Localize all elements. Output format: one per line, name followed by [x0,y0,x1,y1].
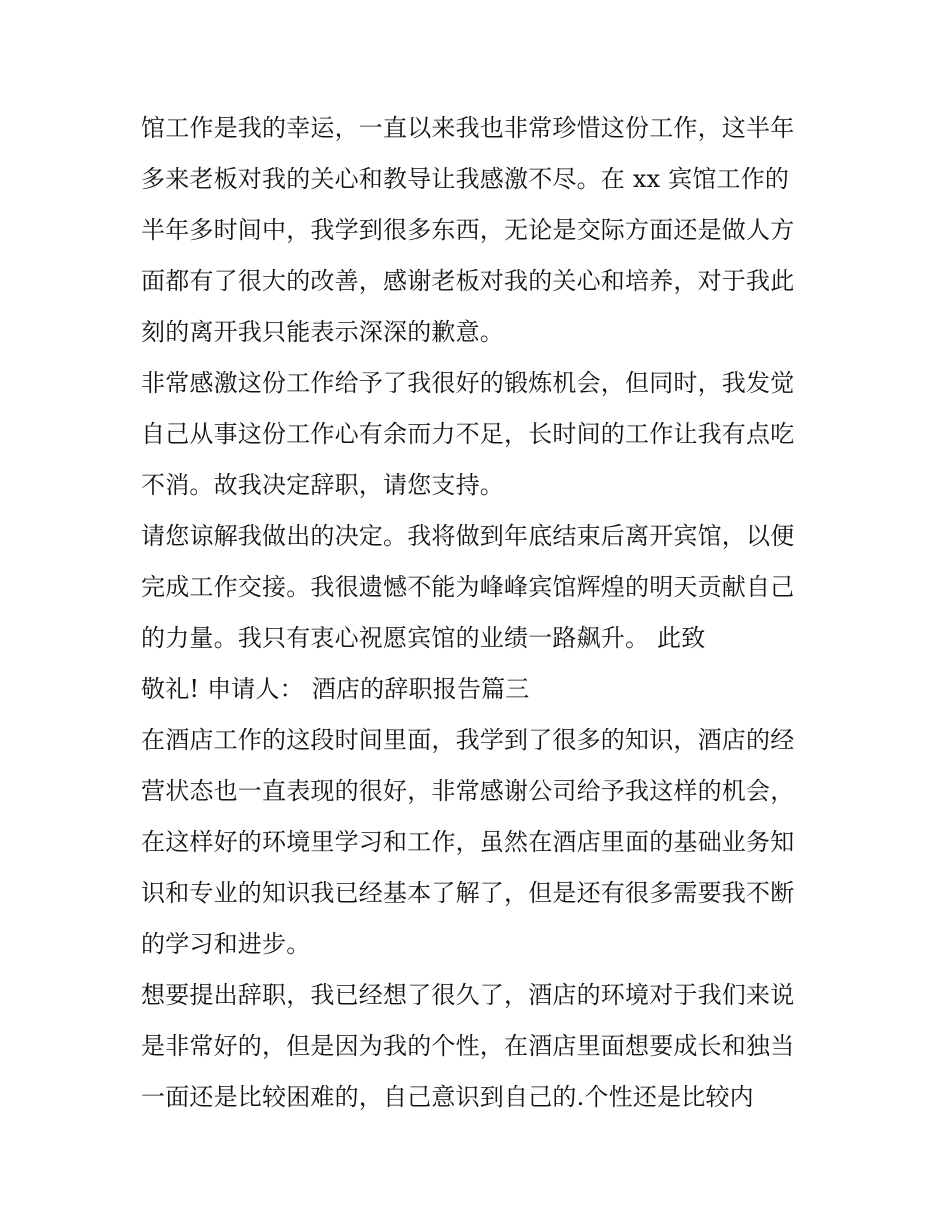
text-line: 半年多时间中，我学到很多东西，无论是交际方面还是做人方 [141,216,795,244]
text-line: 的力量。我只有衷心祝愿宾馆的业绩一路飙升。 此致 [141,624,706,652]
text-line: 自己从事这份工作心有余而力不足，长时间的工作让我有点吃 [141,420,795,448]
text-line: 多来老板对我的关心和教导让我感激不尽。在 xx 宾馆工作的 [141,165,790,193]
text-line: 识和专业的知识我已经基本了解了，但是还有很多需要我不断 [141,879,795,907]
text-line: 敬礼! 申请人： 酒店的辞职报告篇三 [141,675,530,703]
text-line: 馆工作是我的幸运，一直以来我也非常珍惜这份工作，这半年 [141,114,795,142]
text-line: 刻的离开我只能表示深深的歉意。 [141,318,504,346]
document-body [141,103,831,1123]
text-line: 是非常好的，但是因为我的个性，在酒店里面想要成长和独当 [141,1032,795,1060]
text-line: 完成工作交接。我很遗憾不能为峰峰宾馆辉煌的明天贡献自己 [141,573,795,601]
text-line: 非常感激这份工作给予了我很好的锻炼机会，但同时，我发觉 [141,369,795,397]
text-line: 在这样好的环境里学习和工作，虽然在酒店里面的基础业务知 [141,828,795,856]
text-line: 请您谅解我做出的决定。我将做到年底结束后离开宾馆，以便 [141,522,795,550]
text-line: 营状态也一直表现的很好，非常感谢公司给予我这样的机会， [141,777,795,805]
text-line: 一面还是比较困难的，自己意识到自己的.个性还是比较内 [141,1083,754,1111]
text-line: 想要提出辞职，我已经想了很久了，酒店的环境对于我们来说 [141,981,795,1009]
text-line: 在酒店工作的这段时间里面，我学到了很多的知识，酒店的经 [141,726,795,754]
text-line: 面都有了很大的改善，感谢老板对我的关心和培养，对于我此 [141,267,795,295]
text-line: 的学习和进步。 [141,930,311,958]
text-line: 不消。故我决定辞职，请您支持。 [141,471,504,499]
